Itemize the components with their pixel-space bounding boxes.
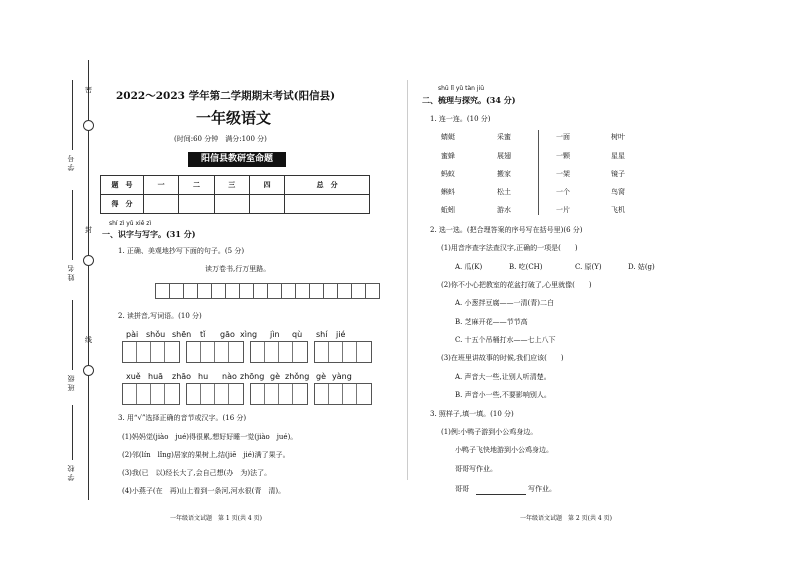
name-blank[interactable]	[72, 190, 73, 260]
connect-prompt: 1. 连一连。(10 分)	[430, 115, 491, 123]
pinyin: zhǒng	[285, 372, 310, 381]
fill-q1-example-answer: 小鸭子飞快地游到小公鸡身边。	[455, 446, 553, 454]
connect-right-b[interactable]: 飞机	[611, 206, 625, 214]
choose-q2-option-b[interactable]: B. 芝麻开花——节节高	[455, 318, 528, 326]
grid-cell[interactable]	[281, 283, 296, 299]
seal-mark-1: 密	[85, 86, 92, 94]
score-header-cell: 题 号	[101, 176, 144, 195]
section2-pinyin: shū lǐ yǔ tàn jiū	[438, 85, 485, 92]
fill-q1-suffix: 写作业。	[528, 485, 556, 493]
pinyin: gè	[316, 372, 326, 381]
choose-q1-option-a[interactable]: A. 瓜(K)	[455, 263, 483, 271]
connect-left-a[interactable]: 蝌蚪	[441, 188, 455, 196]
binding-hole-1	[83, 120, 94, 131]
pinyin: zhōng	[240, 372, 265, 381]
subject-title: 一年级语文	[196, 109, 272, 127]
pinyin: qù	[292, 330, 303, 339]
fill-q1-prefix: 哥哥	[455, 485, 469, 493]
pinyin: hu	[198, 372, 209, 381]
class-blank[interactable]	[72, 300, 73, 370]
word-box[interactable]	[122, 341, 180, 363]
choose-q3-option-b[interactable]: B. 声音小一些,不要影响别人。	[455, 391, 551, 399]
name-label: 姓 名	[67, 265, 75, 282]
class-label: 班 级	[67, 375, 75, 392]
q1-prompt: 1. 正确、美观地抄写下面的句子。(5 分)	[118, 247, 245, 255]
pinyin: jié	[336, 330, 346, 339]
q1-sentence: 读万卷书,行万里路。	[205, 265, 271, 273]
student-id-blank[interactable]	[72, 80, 73, 150]
choose-q2-option-c[interactable]: C. 十五个吊桶打水——七上八下	[455, 336, 556, 344]
connect-right-a[interactable]: 一颗	[556, 152, 570, 160]
grid-cell[interactable]	[211, 283, 226, 299]
pinyin: pài	[126, 330, 139, 339]
q3-item-2[interactable]: (2)邻(lín lǐng)居家的果树上,结(jiē jié)满了果子。	[122, 451, 290, 459]
score-cell[interactable]	[144, 195, 179, 214]
score-header-cell: 三	[214, 176, 249, 195]
score-row-label: 得 分	[101, 195, 144, 214]
school-blank[interactable]	[72, 405, 73, 460]
connect-right-b[interactable]: 镜子	[611, 170, 625, 178]
pinyin: jìn	[270, 330, 280, 339]
score-header-cell: 一	[144, 176, 179, 195]
connect-right-a[interactable]: 一片	[556, 206, 570, 214]
q2-prompt: 2. 读拼音,写词语。(10 分)	[118, 312, 202, 320]
fill-q1-example: (1)例:小鸭子游到小公鸡身边。	[441, 428, 538, 436]
q3-item-3[interactable]: (3)我(已 以)经长大了,会自己想(办 为)法了。	[122, 469, 272, 477]
q3-item-4[interactable]: (4)小燕子(在 再)山上看到一条河,河水很(青 清)。	[122, 487, 286, 495]
exam-title: 2022～2023 学年第二学期期末考试(阳信县)	[116, 90, 336, 102]
pinyin: xuě	[126, 372, 141, 381]
score-cell[interactable]	[179, 195, 214, 214]
section1-pinyin: shí zì yǔ xiě zì	[109, 220, 152, 227]
page-footer-1: 一年级语文试题 第 1 页(共 4 页)	[170, 515, 262, 522]
connect-left-a[interactable]: 蚯蚓	[441, 206, 455, 214]
q1-writing-grid[interactable]	[155, 283, 379, 299]
connect-separator	[538, 130, 539, 215]
score-cell[interactable]	[285, 195, 370, 214]
choose-q1-option-d[interactable]: D. 姑(g)	[628, 263, 655, 271]
grid-cell[interactable]	[197, 283, 212, 299]
choose-q1-option-c[interactable]: C. 原(Y)	[575, 263, 602, 271]
score-cell[interactable]	[249, 195, 284, 214]
word-box[interactable]	[250, 341, 308, 363]
pinyin: zhāo	[172, 372, 192, 381]
exam-meta: (时间:60 分钟 满分:100 分)	[174, 135, 267, 143]
word-box[interactable]	[314, 383, 372, 405]
pinyin: xìng	[240, 330, 258, 339]
connect-right-b[interactable]: 树叶	[611, 133, 625, 141]
word-box[interactable]	[250, 383, 308, 405]
word-box[interactable]	[186, 341, 244, 363]
choose-q3: (3)在班里讲故事的时候,我们应该( )	[441, 354, 564, 362]
connect-left-b[interactable]: 展翅	[497, 152, 511, 160]
page-divider	[407, 80, 408, 480]
connect-left-b[interactable]: 采蜜	[497, 133, 511, 141]
section2-title: 二、梳理与探究。(34 分)	[422, 95, 516, 105]
pinyin: shēn	[172, 330, 192, 339]
score-header-cell: 总 分	[285, 176, 370, 195]
pinyin: shǒu	[146, 330, 166, 339]
word-box[interactable]	[314, 341, 372, 363]
grid-cell[interactable]	[239, 283, 254, 299]
choose-q2-option-a[interactable]: A. 小葱拌豆腐——一清(青)二白	[455, 299, 554, 307]
connect-right-a[interactable]: 一个	[556, 188, 570, 196]
choose-q1-option-b[interactable]: B. 吃(CH)	[509, 263, 543, 271]
grid-cell[interactable]	[295, 283, 310, 299]
score-table-header-row	[101, 176, 370, 195]
connect-left-b[interactable]: 搬家	[497, 170, 511, 178]
grid-cell[interactable]	[183, 283, 198, 299]
seal-mark-2: 封	[85, 226, 92, 234]
grid-cell[interactable]	[267, 283, 282, 299]
grid-cell[interactable]	[351, 283, 366, 299]
binding-hole-2	[83, 255, 94, 266]
page-footer-2: 一年级语文试题 第 2 页(共 4 页)	[520, 515, 612, 522]
score-header-cell: 四	[249, 176, 284, 195]
pinyin: yàng	[332, 372, 352, 381]
choose-prompt: 2. 选一选。(把合理答案的序号写在括号里)(6 分)	[430, 226, 583, 234]
connect-left-b[interactable]: 游水	[497, 206, 511, 214]
score-table	[100, 175, 370, 214]
fill-q1-blank[interactable]	[476, 494, 526, 495]
section1-title: 一、识字与写字。(31 分)	[102, 229, 196, 239]
connect-left-a[interactable]: 蚂蚁	[441, 170, 455, 178]
pinyin: nào	[222, 372, 237, 381]
pinyin: shí	[316, 330, 328, 339]
q3-prompt: 3. 用“√”选择正确的音节或汉字。(16 分)	[118, 414, 247, 422]
seal-mark-3: 线	[85, 336, 92, 344]
fill-prompt: 3. 照样子,填一填。(10 分)	[430, 410, 514, 418]
score-table-score-row	[101, 195, 370, 214]
word-box[interactable]	[186, 383, 244, 405]
author-badge: 阳信县教研室命题	[188, 152, 286, 167]
grid-cell[interactable]	[309, 283, 324, 299]
pinyin: gè	[270, 372, 280, 381]
school-label: 学 校	[67, 465, 75, 482]
choose-q1: (1)用音序查字法查汉字,正确的一项是( )	[441, 244, 578, 252]
score-cell[interactable]	[214, 195, 249, 214]
score-header-cell: 二	[179, 176, 214, 195]
pinyin: tǐ	[200, 330, 206, 339]
pinyin: huā	[148, 372, 164, 381]
grid-cell[interactable]	[337, 283, 352, 299]
connect-left-a[interactable]: 蜻蜓	[441, 133, 455, 141]
q3-item-1[interactable]: (1)妈妈觉(jiào jué)得很累,想好好睡一觉(jiào jué)。	[122, 433, 298, 441]
connect-right-b[interactable]: 鸟窝	[611, 188, 625, 196]
grid-cell[interactable]	[365, 283, 380, 299]
connect-left-a[interactable]: 蜜蜂	[441, 152, 455, 160]
connect-left-b[interactable]: 松土	[497, 188, 511, 196]
choose-q3-option-a[interactable]: A. 声音大一些,让别人听清楚。	[455, 373, 551, 381]
connect-right-a[interactable]: 一架	[556, 170, 570, 178]
pinyin: gāo	[220, 330, 235, 339]
word-box[interactable]	[122, 383, 180, 405]
grid-cell[interactable]	[169, 283, 184, 299]
binding-hole-3	[83, 365, 94, 376]
student-id-label: 学 号	[67, 155, 75, 172]
connect-right-a[interactable]: 一面	[556, 133, 570, 141]
grid-cell[interactable]	[155, 283, 170, 299]
grid-cell[interactable]	[253, 283, 268, 299]
grid-cell[interactable]	[323, 283, 338, 299]
fill-q1-sentence: 哥哥写作业。	[455, 465, 497, 473]
connect-right-b[interactable]: 星星	[611, 152, 625, 160]
grid-cell[interactable]	[225, 283, 240, 299]
choose-q2: (2)你不小心把教室的花盆打破了,心里就像( )	[441, 281, 592, 289]
